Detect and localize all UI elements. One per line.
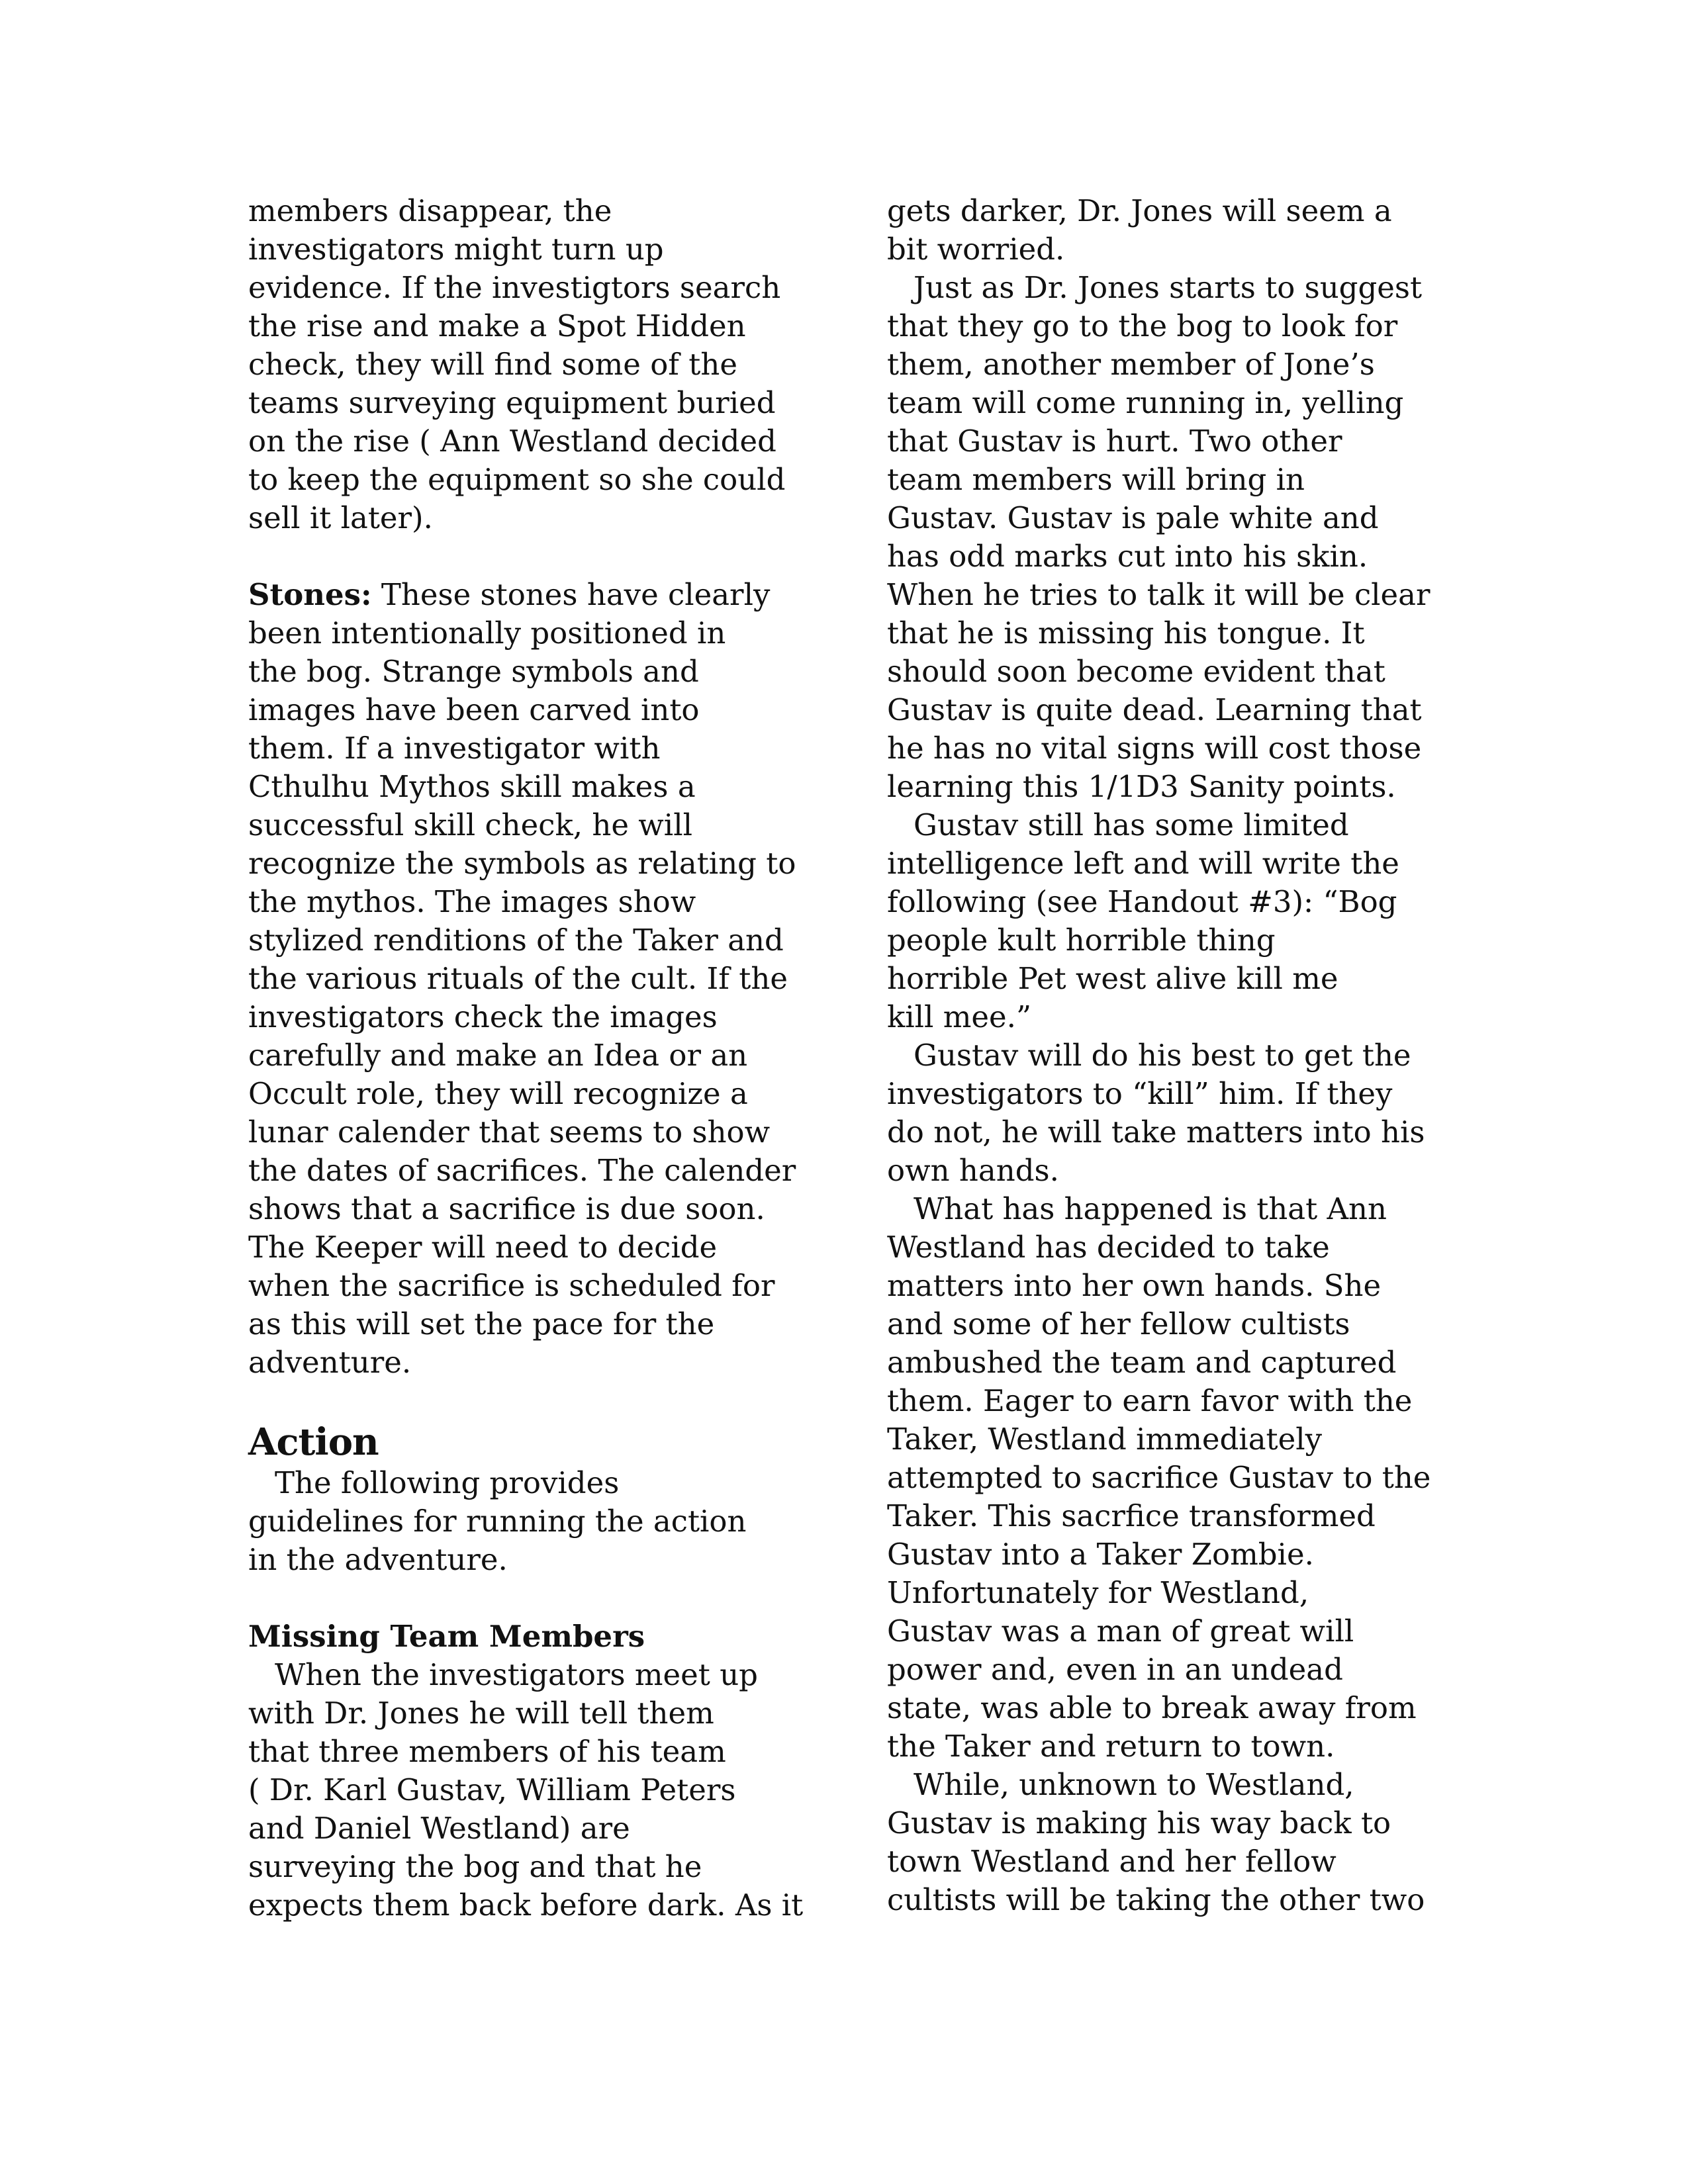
paragraph-handout: Gustav still has some limited intelligence left and will write the following (see Handout #3): “Bog people kult horrible thing horrible Pet west alive kill me kill mee.” bbox=[887, 807, 1399, 1034]
paragraph-kill-him: Gustav will do his best to get the investigators to “kill” him. If they do not, he will take matters into his own hands. bbox=[887, 1038, 1425, 1188]
paragraph-continued: gets darker, Dr. Jones will seem a bit worried. bbox=[887, 193, 1392, 267]
stones-label: Stones: bbox=[248, 577, 372, 612]
heading-missing-team-members: Missing Team Members bbox=[248, 1619, 645, 1654]
paragraph-action: The following provides guidelines for running the action in the adventure. bbox=[248, 1465, 747, 1577]
heading-action: Action bbox=[248, 1420, 379, 1464]
paragraph-unknown-to-westland: While, unknown to Westland, Gustav is making his way back to town Westland and her fellow cultists will be taking the other two bbox=[887, 1767, 1425, 1917]
paragraph-missing-team: When the investigators meet up with Dr. Jones he will tell them that three members of his team ( Dr. Karl Gustav, William Peters and Daniel Westland) are surveying the bog and that he expects them back before dark. As it bbox=[248, 1657, 804, 1923]
paragraph-evidence: members disappear, the investigators might turn up evidence. If the investigtors search the rise and make a Spot Hidden check, they will find some of the teams surveying equipment buried on the rise ( Ann Westland decided to keep the equipment so she could sell it later). bbox=[248, 193, 786, 535]
paragraph-what-happened: What has happened is that Ann Westland has decided to take matters into her own hands. She and some of her fellow cultists ambushed the team and captured them. Eager to earn favor with the Taker, Westland immediately attempted to sacrifice Gustav to the Taker. This sacrfice transformed Gustav into a Taker Zombie. Unfortunately for Westland, Gustav was a man of great will power and, even in an undead state, was able to break away from the Taker and return to town. bbox=[887, 1191, 1431, 1764]
left-column bbox=[248, 192, 811, 1925]
stones-text: These stones have clearly been intentionally positioned in the bog. Strange symbols and images have been carved into them. If a investigator with Cthulhu Mythos skill makes a successful skill check, he will recognize the symbols as relating to the mythos. The images show stylized renditions of the Taker and the various rituals of the cult. If the investigators check the images carefully and make an Idea or an Occult role, they will recognize a lunar calender that seems to show the dates of sacrifices. The calender shows that a sacrifice is due soon. The Keeper will need to decide when the sacrifice is scheduled for as this will set the pace for the adventure. bbox=[248, 577, 796, 1380]
paragraph-stones bbox=[248, 576, 811, 1382]
paragraph-gustav-hurt: Just as Dr. Jones starts to suggest that they go to the bog to look for them, another member of Jone’s team will come running in, yelling that Gustav is hurt. Two other team members will bring in Gustav. Gustav is pale white and has odd marks cut into his skin. When he tries to talk it will be clear that he is missing his tongue. It should soon become evident that Gustav is quite dead. Learning that he has no vital signs will cost those learning this 1/1D3 Sanity points. bbox=[887, 270, 1430, 804]
right-column bbox=[887, 192, 1450, 1919]
